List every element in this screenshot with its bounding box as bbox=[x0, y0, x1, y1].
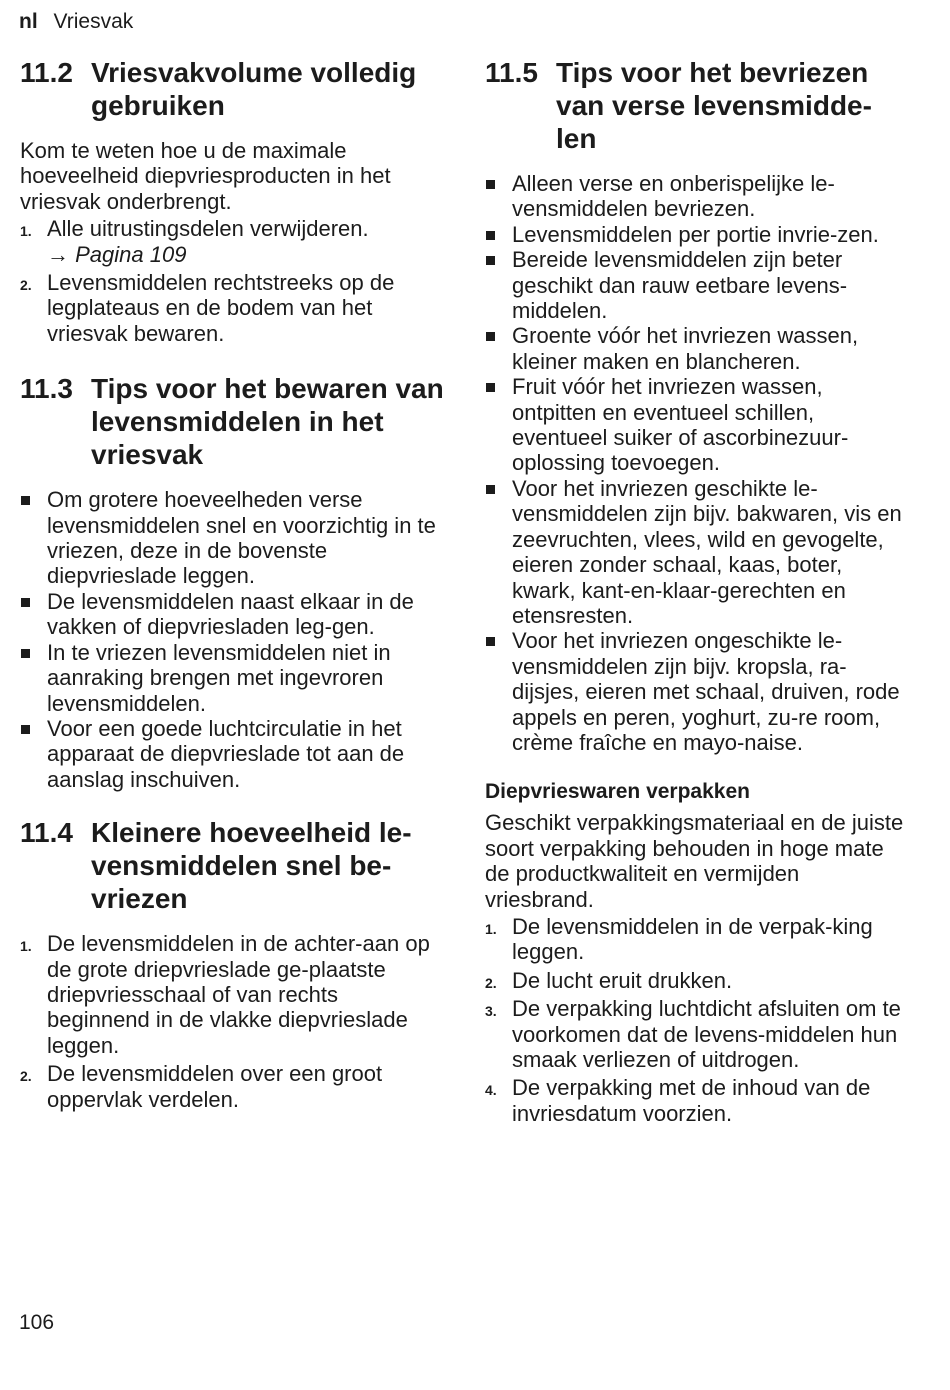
bullet-item bbox=[485, 171, 910, 222]
bullet-item bbox=[485, 374, 910, 476]
running-header bbox=[19, 10, 133, 34]
step-text: Alle uitrustingsdelen verwijderen. bbox=[47, 216, 369, 242]
bullet-item bbox=[20, 487, 445, 589]
page-reference-link[interactable]: → Pagina 109 bbox=[47, 241, 187, 267]
bullet-text: Voor het invriezen ongeschikte le-vensmiddelen zijn bijv. kropsla, ra-dijsjes, eieren met schaal, druiven, rode appels en peren, yoghurt, zu-re room, crème fraîche en mayo-naise. bbox=[512, 628, 900, 755]
step-number: 2. bbox=[20, 1068, 32, 1085]
bullet-text: Alleen verse en onberispelijke le-vensmiddelen bevriezen. bbox=[512, 171, 835, 222]
section-title: Tips voor het bewaren van levensmiddelen in het vriesvak bbox=[91, 373, 444, 471]
bullet-text: Levensmiddelen per portie invrie-zen. bbox=[512, 221, 879, 247]
bullet-list bbox=[20, 487, 445, 792]
step-number: 1. bbox=[485, 920, 497, 937]
bullet-item bbox=[20, 589, 445, 640]
bullet-item bbox=[485, 323, 910, 374]
step-text: De levensmiddelen in de achter-aan op de grote driepvrieslade ge-plaatste driepvriesschaal of van rechts beginnend in de vlakke diepvrieslade leggen. bbox=[47, 931, 430, 1058]
bullet-square-icon bbox=[486, 383, 495, 392]
bullet-item bbox=[485, 247, 910, 323]
bullet-square-icon bbox=[21, 725, 30, 734]
left-column bbox=[20, 56, 445, 1115]
right-column bbox=[485, 56, 910, 1129]
bullet-square-icon bbox=[486, 231, 495, 240]
section-title: Vriesvakvolume volledig gebruiken bbox=[91, 57, 417, 121]
step-item bbox=[485, 1075, 910, 1126]
bullet-square-icon bbox=[486, 332, 495, 341]
section-heading bbox=[485, 56, 910, 155]
bullet-square-icon bbox=[21, 598, 30, 607]
intro-paragraph: Geschikt verpakkingsmateriaal en de juiste soort verpakking behouden in hoge mate de productkwaliteit en vermijden vriesbrand. bbox=[485, 810, 904, 912]
step-number: 2. bbox=[20, 277, 32, 294]
bullet-square-icon bbox=[486, 637, 495, 646]
step-item bbox=[20, 1061, 445, 1112]
section-title: Kleinere hoeveelheid le-vensmiddelen snel be-vriezen bbox=[91, 817, 412, 915]
step-text: De levensmiddelen over een groot oppervlak verdelen. bbox=[47, 1061, 383, 1112]
step-number: 1. bbox=[20, 938, 32, 955]
bullet-item bbox=[485, 476, 910, 628]
step-text: De verpakking met de inhoud van de invriesdatum voorzien. bbox=[512, 1075, 871, 1126]
bullet-text: Voor een goede luchtcirculatie in het apparaat de diepvrieslade tot aan de aanslag inschuiven. bbox=[47, 715, 405, 792]
page-number: 106 bbox=[19, 1311, 55, 1334]
language-code: nl bbox=[19, 10, 38, 33]
step-text: De lucht eruit drukken. bbox=[512, 967, 733, 993]
step-item bbox=[20, 931, 445, 1058]
step-number: 4. bbox=[485, 1082, 497, 1099]
bullet-square-icon bbox=[21, 496, 30, 505]
bullet-list bbox=[485, 171, 910, 755]
bullet-item bbox=[485, 222, 910, 247]
section-name: Vriesvak bbox=[53, 10, 134, 33]
step-list bbox=[20, 216, 445, 346]
bullet-square-icon bbox=[486, 256, 495, 265]
step-text: Levensmiddelen rechtstreeks op de legplateaus en de bodem van het vriesvak bewaren. bbox=[47, 270, 395, 346]
step-number: 2. bbox=[485, 974, 497, 991]
section-11-2 bbox=[20, 56, 445, 346]
bullet-text: Groente vóór het invriezen wassen, kleiner maken en blancheren. bbox=[512, 323, 859, 374]
step-text: De levensmiddelen in de verpak-king leggen. bbox=[512, 913, 873, 965]
step-item bbox=[20, 216, 445, 267]
section-11-5 bbox=[485, 56, 910, 755]
bullet-item bbox=[485, 628, 910, 755]
step-item bbox=[485, 968, 910, 993]
section-title: Tips voor het bevriezen van verse levensmidde-len bbox=[556, 57, 872, 154]
bullet-text: In te vriezen levensmiddelen niet in aanraking brengen met ingevroren levensmiddelen. bbox=[47, 639, 391, 716]
step-text: De verpakking luchtdicht afsluiten om te voorkomen dat de levens-middelen hun smaak verliezen of uitdrogen. bbox=[512, 996, 901, 1072]
bullet-text: Fruit vóór het invriezen wassen, ontpitten en eventueel schillen, eventueel suiker of ascorbinezuur-oplossing toevoegen. bbox=[512, 374, 849, 476]
section-11-4 bbox=[20, 816, 445, 1112]
step-item bbox=[20, 270, 445, 346]
section-heading bbox=[20, 372, 445, 471]
section-number: 11.4 bbox=[20, 817, 73, 849]
step-item bbox=[485, 996, 910, 1072]
section-number: 11.2 bbox=[20, 57, 73, 88]
packing-subsection bbox=[485, 779, 910, 1126]
step-number: 1. bbox=[20, 223, 32, 240]
bullet-square-icon bbox=[486, 180, 495, 189]
bullet-square-icon bbox=[21, 649, 30, 658]
bullet-square-icon bbox=[486, 485, 495, 494]
bullet-text: Voor het invriezen geschikte le-vensmiddelen zijn bijv. bakwaren, vis en zeevruchten, vlees, wild en gevogelte, eieren zonder schaal, kaas, boter, kwark, kant-en-klaar-gerechten en etensresten. bbox=[512, 475, 902, 628]
bullet-item bbox=[20, 640, 445, 716]
section-11-3 bbox=[20, 372, 445, 792]
intro-paragraph: Kom te weten hoe u de maximale hoeveelheid diepvriesproducten in het vriesvak onderbrengt. bbox=[20, 138, 391, 214]
step-item bbox=[485, 914, 910, 965]
step-list bbox=[20, 931, 445, 1112]
bullet-item bbox=[20, 716, 445, 792]
step-list bbox=[485, 914, 910, 1126]
step-number: 3. bbox=[485, 1003, 497, 1020]
section-number: 11.3 bbox=[20, 373, 73, 405]
bullet-text: De levensmiddelen naast elkaar in de vakken of diepvriesladen leg-gen. bbox=[47, 588, 414, 640]
subsection-title: Diepvrieswaren verpakken bbox=[485, 780, 750, 804]
section-number: 11.5 bbox=[485, 57, 538, 88]
section-heading bbox=[20, 816, 445, 915]
section-heading bbox=[20, 56, 445, 122]
bullet-text: Om grotere hoeveelheden verse levensmiddelen snel en voorzichtig in te vriezen, deze in de bovenste diepvrieslade leggen. bbox=[47, 487, 436, 589]
bullet-text: Bereide levensmiddelen zijn beter geschikt dan rauw eetbare levens-middelen. bbox=[512, 247, 848, 324]
